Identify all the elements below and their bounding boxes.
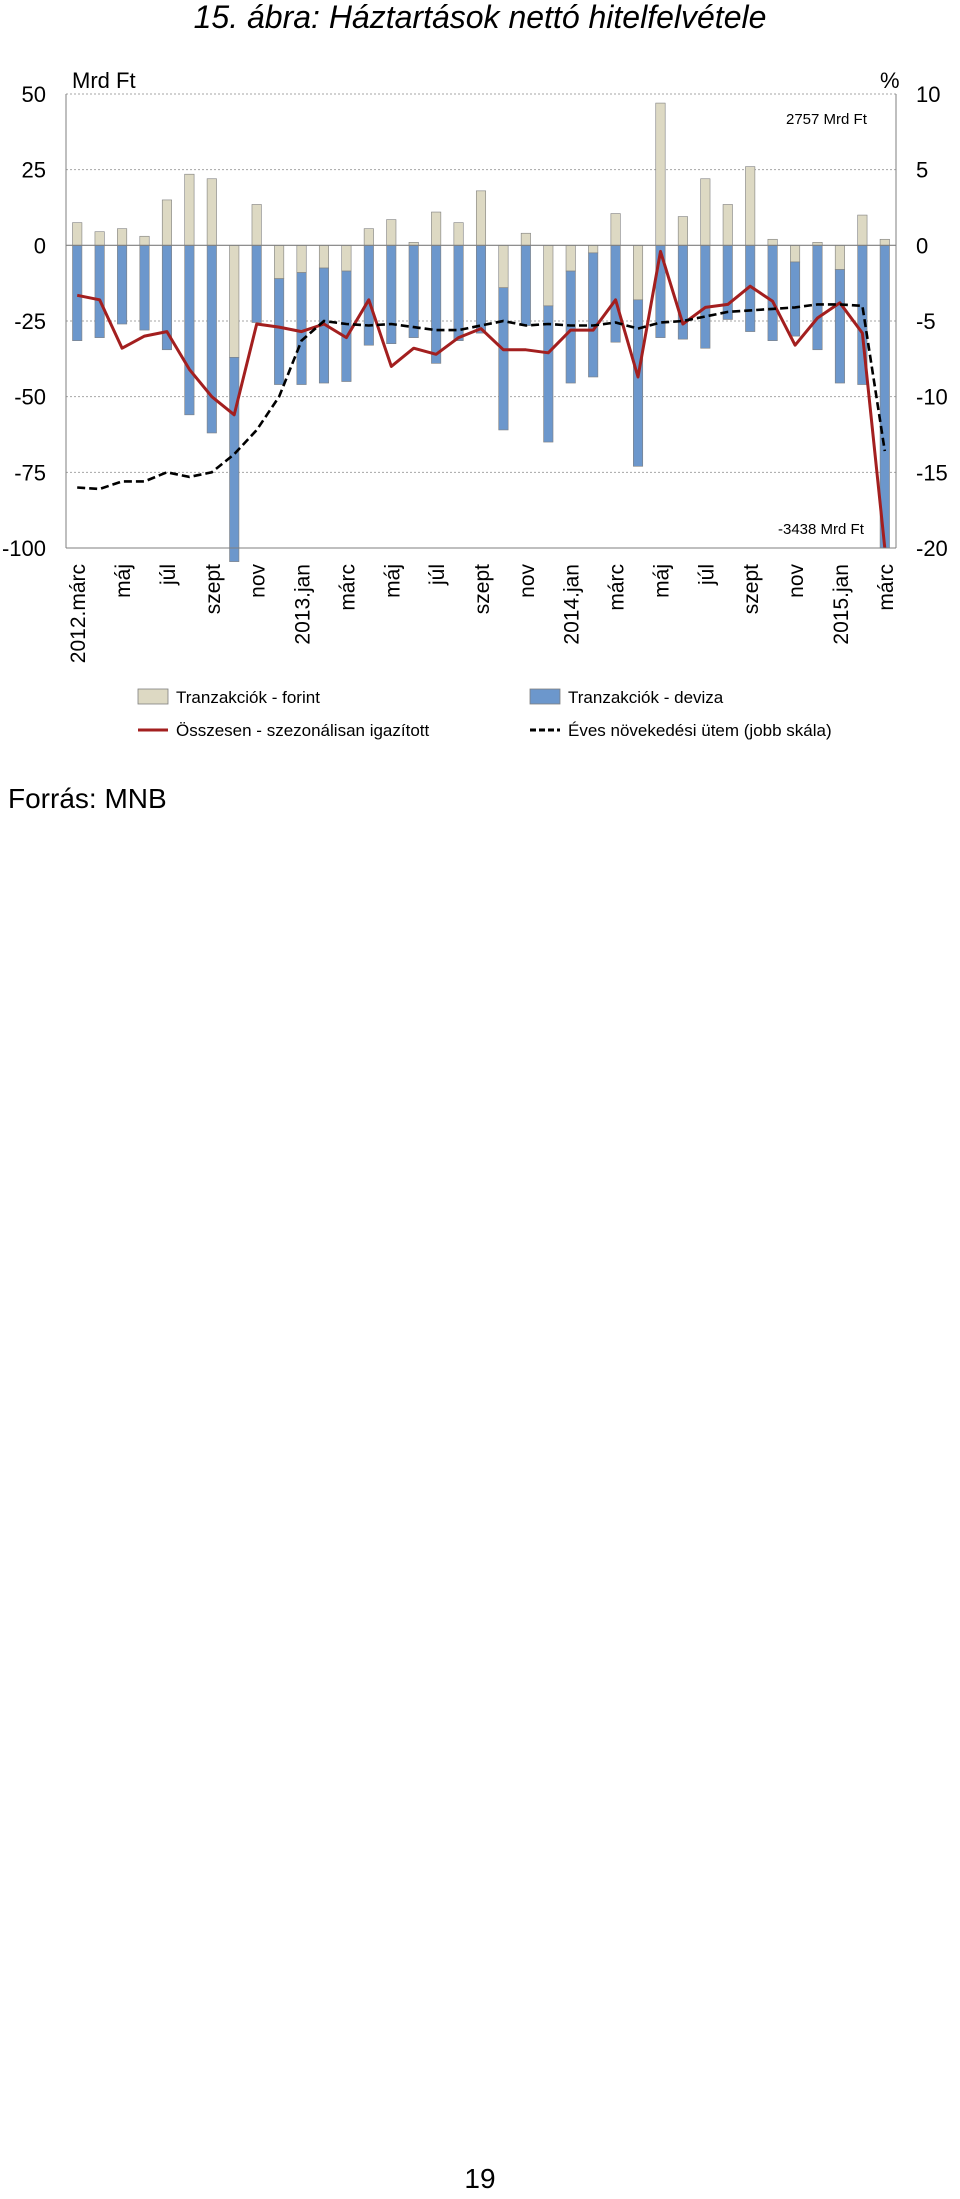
bar-deviza — [387, 245, 396, 343]
bar-forint — [656, 103, 665, 245]
bar-forint — [588, 245, 597, 253]
bar-deviza — [409, 245, 418, 337]
x-tick-label: 2014.jan — [560, 564, 584, 645]
legend-item-deviza-label: Tranzakciók - deviza — [568, 688, 724, 707]
bar-deviza — [544, 306, 553, 442]
bar-forint — [364, 229, 373, 246]
bar-deviza — [274, 279, 283, 385]
bar-forint — [476, 191, 485, 245]
bar-forint — [768, 239, 777, 245]
bar-deviza — [723, 245, 732, 319]
bar-forint — [701, 179, 710, 246]
bar-forint — [95, 232, 104, 246]
bar-deviza — [633, 300, 642, 466]
bar-deviza — [813, 245, 822, 349]
bar-forint — [319, 245, 328, 268]
bar-deviza — [252, 245, 261, 322]
y-left-tick-label: 0 — [33, 233, 46, 259]
bar-forint — [544, 245, 553, 306]
y-right-tick-label: -15 — [916, 460, 948, 486]
bar-deviza — [117, 245, 126, 324]
bar-forint — [342, 245, 351, 271]
legend-item-deviza-swatch — [530, 689, 560, 704]
bar-forint — [117, 229, 126, 246]
bar-forint — [431, 212, 440, 245]
bar-forint — [252, 204, 261, 245]
page-number: 19 — [464, 2163, 496, 2194]
y-right-tick-label: -20 — [916, 536, 948, 561]
x-tick-label: 2015.jan — [829, 564, 853, 645]
bar-deviza — [476, 245, 485, 333]
bar-deviza — [588, 253, 597, 377]
x-tick-label: nov — [246, 564, 270, 598]
bar-deviza — [140, 245, 149, 330]
bar-forint — [454, 223, 463, 246]
bar-forint — [633, 245, 642, 299]
x-tick-label: szept — [471, 564, 494, 615]
bar-deviza — [790, 262, 799, 336]
bar-deviza — [499, 288, 508, 430]
y-left-tick-label: 25 — [21, 157, 46, 183]
bar-deviza — [342, 271, 351, 381]
bar-deviza — [768, 245, 777, 340]
x-tick-label: márc — [336, 564, 360, 611]
bar-forint — [566, 245, 575, 271]
bar-deviza — [611, 245, 620, 342]
bar-forint — [230, 245, 239, 357]
bar-forint — [297, 245, 306, 272]
bar-deviza — [230, 357, 239, 561]
y-right-tick-label: 0 — [916, 233, 929, 259]
y-right-tick-label: 10 — [916, 82, 941, 107]
bar-forint — [835, 245, 844, 269]
y-left-tick-label: -25 — [14, 309, 46, 334]
bar-forint — [611, 214, 620, 246]
bar-deviza — [185, 245, 194, 414]
x-tick-label: máj — [381, 564, 405, 598]
bar-deviza — [364, 245, 373, 345]
bar-deviza — [521, 245, 530, 325]
x-tick-label: nov — [515, 564, 539, 598]
legend — [138, 688, 832, 740]
bar-forint — [140, 236, 149, 245]
source-note: Forrás: MNB — [8, 783, 167, 814]
x-tick-label: júl — [156, 564, 180, 586]
x-tick-label: szept — [740, 564, 764, 615]
y-right-tick-label: 5 — [916, 157, 929, 183]
y-left-axis-label: Mrd Ft — [72, 68, 136, 93]
bar-forint — [162, 200, 171, 245]
legend-item-total-label: Összesen - szezonálisan igazított — [176, 721, 430, 740]
bar-forint — [858, 215, 867, 245]
x-tick-label: máj — [112, 564, 136, 598]
chart — [0, 60, 960, 760]
bar-forint — [790, 245, 799, 262]
bar-forint — [185, 174, 194, 245]
bars — [73, 103, 890, 562]
x-tick-label: 2013.jan — [291, 564, 315, 645]
bar-deviza — [701, 245, 710, 348]
bar-deviza — [835, 270, 844, 384]
x-tick-label: márc — [874, 564, 898, 611]
figure-title: 15. ábra: Háztartások nettó hitelfelvétele — [193, 0, 767, 35]
bar-forint — [723, 204, 732, 245]
x-tick-label: júl — [695, 564, 719, 586]
y-right-axis-label: % — [880, 68, 900, 93]
bar-deviza — [454, 245, 463, 340]
y-right-tick-label: -5 — [916, 309, 936, 334]
bar-forint — [521, 233, 530, 245]
x-tick-label: júl — [426, 564, 450, 586]
y-right-tick-label: -10 — [916, 384, 948, 410]
x-tick-label: szept — [201, 564, 225, 615]
bar-forint — [678, 217, 687, 246]
bar-forint — [880, 239, 889, 245]
x-tick-label: 2012.márc — [67, 564, 91, 664]
bar-forint — [499, 245, 508, 287]
legend-item-forint-swatch — [138, 689, 168, 704]
legend-item-forint-label: Tranzakciók - forint — [176, 688, 320, 707]
x-tick-label: nov — [785, 564, 809, 598]
y-left-tick-label: -75 — [14, 460, 46, 486]
x-tick-label: máj — [650, 564, 674, 598]
y-left-tick-label: 50 — [21, 82, 46, 107]
bar-forint — [207, 179, 216, 246]
legend-item-growth-label: Éves növekedési ütem (jobb skála) — [568, 721, 832, 740]
bar-deviza — [207, 245, 216, 433]
annotation-max: 2757 Mrd Ft — [786, 111, 867, 128]
bar-deviza — [297, 273, 306, 385]
y-left-tick-label: -50 — [14, 384, 46, 410]
bar-forint — [387, 220, 396, 246]
bar-forint — [73, 223, 82, 246]
annotation-min: -3438 Mrd Ft — [778, 521, 864, 538]
bar-deviza — [566, 271, 575, 383]
x-tick-label: márc — [605, 564, 629, 611]
axes — [2, 68, 948, 663]
bar-deviza — [95, 245, 104, 337]
bar-forint — [745, 167, 754, 246]
y-left-tick-label: -100 — [1, 536, 46, 561]
bar-forint — [274, 245, 283, 278]
bar-deviza — [73, 245, 82, 340]
bar-deviza — [431, 245, 440, 363]
